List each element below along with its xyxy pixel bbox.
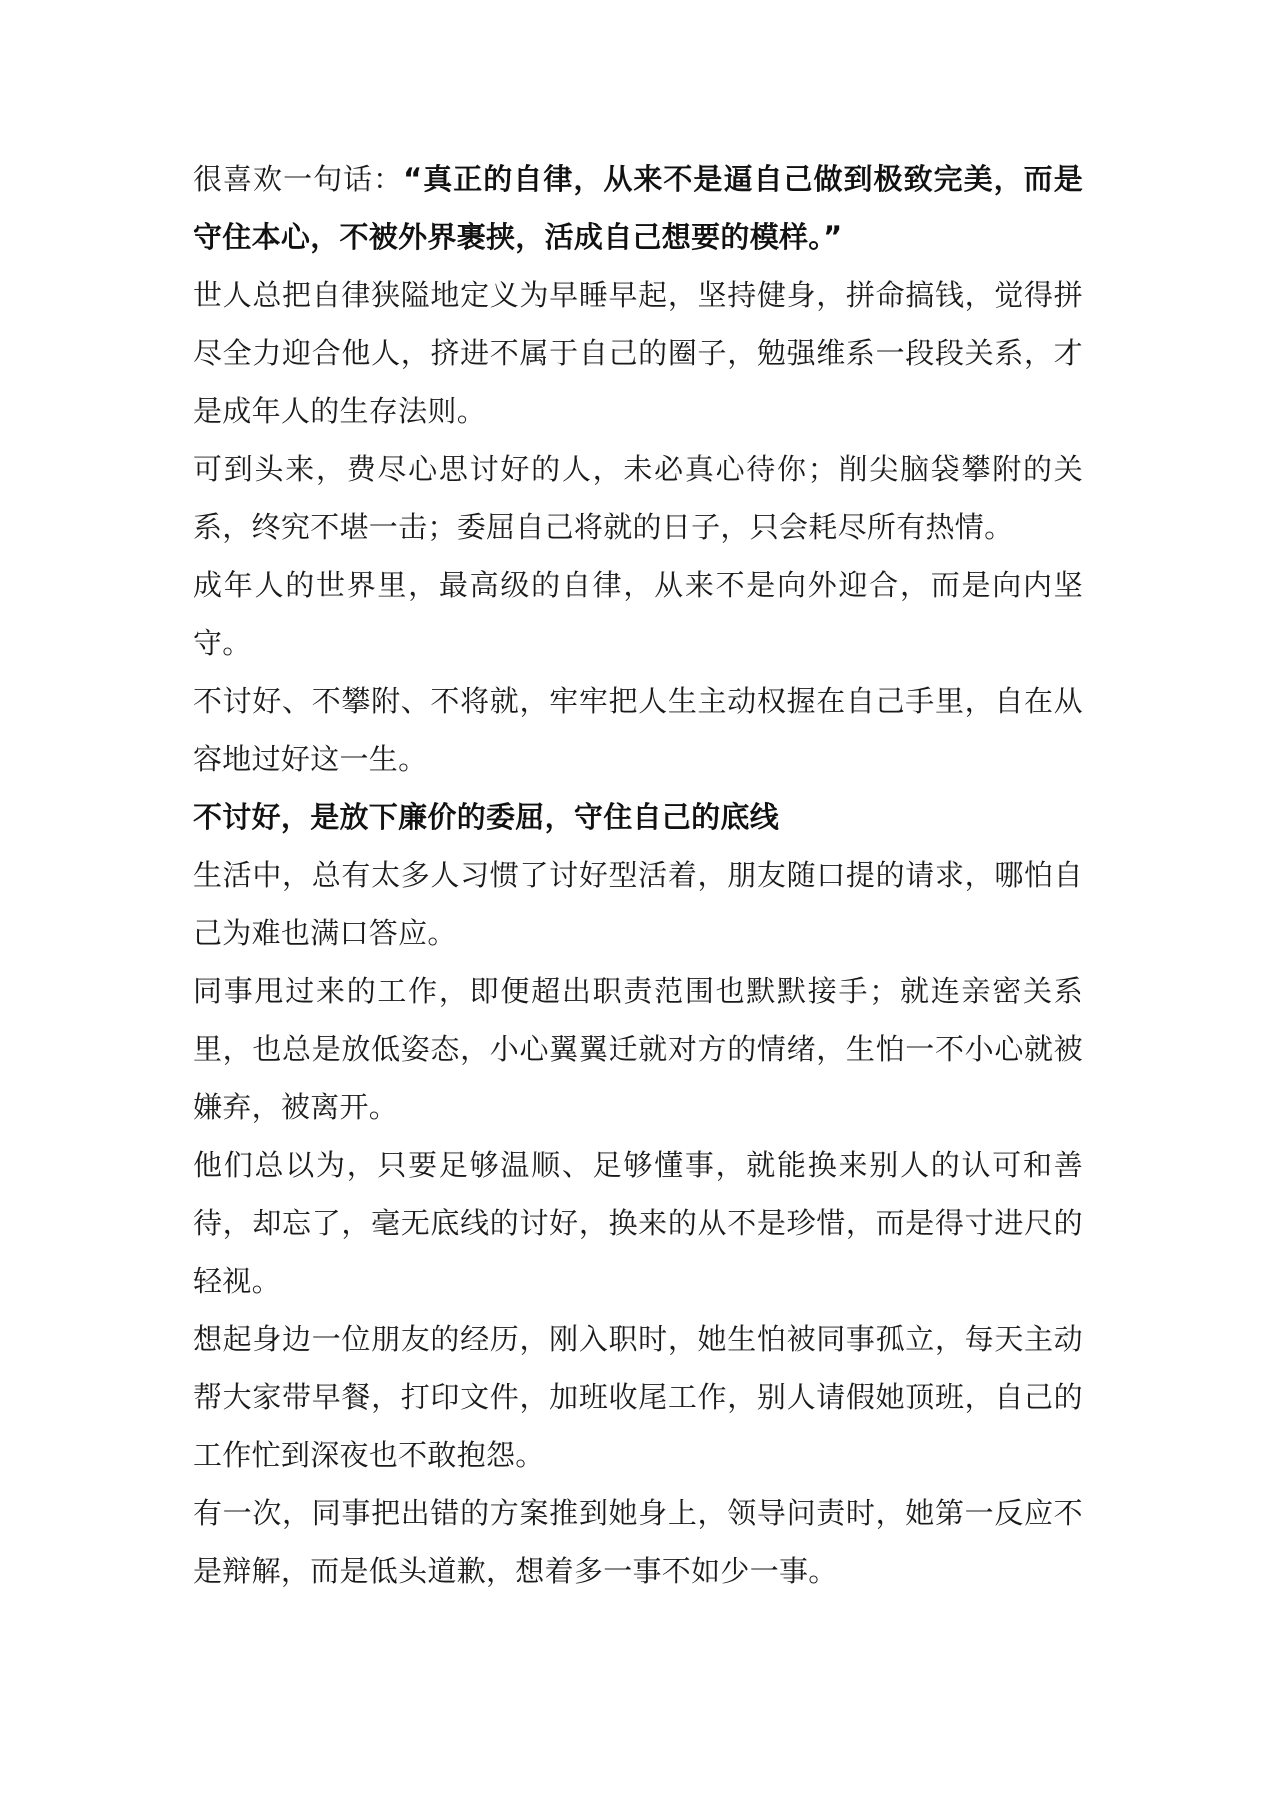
paragraph-6: 同事甩过来的工作，即便超出职责范围也默默接手；就连亲密关系里，也总是放低姿态，小心翼翼迁就对方的情绪，生怕一不小心就被嫌弃，被离开。	[193, 974, 1083, 1124]
paragraph-5: 生活中，总有太多人习惯了讨好型活着，朋友随口提的请求，哪怕自己为难也满口答应。	[193, 858, 1083, 950]
paragraph-8: 想起身边一位朋友的经历，刚入职时，她生怕被同事孤立，每天主动帮大家带早餐，打印文件，加班收尾工作，别人请假她顶班，自己的工作忙到深夜也不敢抱怨。	[193, 1322, 1083, 1472]
paragraph-9: 有一次，同事把出错的方案推到她身上，领导问责时，她第一反应不是辩解，而是低头道歉，想着多一事不如少一事。	[193, 1496, 1083, 1588]
intro-text: 很喜欢一句话：	[193, 162, 404, 196]
paragraph-3: 成年人的世界里，最高级的自律，从来不是向外迎合，而是向内坚守。	[193, 568, 1083, 660]
paragraph-4: 不讨好、不攀附、不将就，牢牢把人生主动权握在自己手里，自在从容地过好这一生。	[193, 684, 1083, 776]
paragraph-2: 可到头来，费尽心思讨好的人，未必真心待你；削尖脑袋攀附的关系，终究不堪一击；委屈自己将就的日子，只会耗尽所有热情。	[193, 452, 1083, 544]
article-body	[193, 150, 1083, 1600]
intro-paragraph	[193, 150, 1083, 266]
paragraph-7: 他们总以为，只要足够温顺、足够懂事，就能换来别人的认可和善待，却忘了，毫无底线的讨好，换来的从不是珍惜，而是得寸进尺的轻视。	[193, 1148, 1083, 1298]
intro-quote: “真正的自律，从来不是逼自己做到极致完美，而是守住本心，不被外界裹挟，活成自己想要的模样。”	[193, 162, 1083, 254]
section-heading: 不讨好，是放下廉价的委屈，守住自己的底线	[193, 800, 780, 834]
paragraph-1: 世人总把自律狭隘地定义为早睡早起，坚持健身，拼命搞钱，觉得拼尽全力迎合他人，挤进不属于自己的圈子，勉强维系一段段关系，才是成年人的生存法则。	[193, 278, 1083, 428]
